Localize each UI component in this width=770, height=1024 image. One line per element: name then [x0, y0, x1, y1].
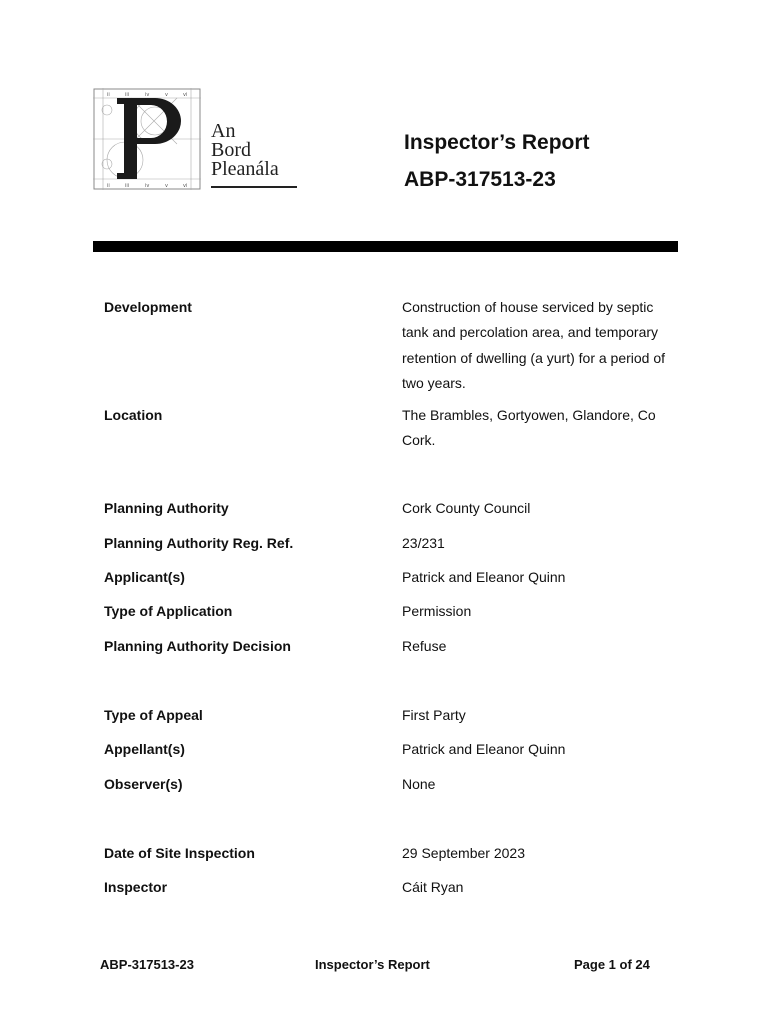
appeal-type-label: Type of Appeal: [104, 707, 203, 723]
footer-title: Inspector’s Report: [315, 957, 430, 972]
inspection-date-value: 29 September 2023: [402, 845, 525, 861]
footer-reference: ABP-317513-23: [100, 957, 194, 972]
svg-text:v: v: [165, 92, 168, 98]
appellants-label: Appellant(s): [104, 741, 185, 757]
appeal-type-value: First Party: [402, 707, 466, 723]
inspector-label: Inspector: [104, 879, 168, 895]
development-value: Construction of house serviced by septic tank and percolation area, and temporary retention of dwelling (a yurt) for a period of two years.: [402, 299, 666, 391]
logo-line-bord: Bord: [211, 139, 251, 161]
pa-reg-ref-value: 23/231: [402, 535, 445, 551]
location-value: The Brambles, Gortyowen, Glandore, Co Cork.: [402, 407, 656, 449]
svg-text:iii: iii: [125, 92, 130, 98]
development-label: Development: [104, 299, 192, 315]
report-reference: ABP-317513-23: [404, 168, 556, 191]
svg-text:ii: ii: [107, 183, 110, 189]
logo-underline: [211, 186, 297, 188]
report-title: Inspector’s Report: [404, 131, 590, 154]
applicants-value: Patrick and Eleanor Quinn: [402, 569, 566, 585]
planning-authority-label: Planning Authority: [104, 500, 229, 516]
logo-line-pleanala: Pleanála: [211, 158, 279, 180]
letter-p-emblem-icon: [93, 88, 201, 190]
application-type-label: Type of Application: [104, 603, 233, 619]
inspector-value: Cáit Ryan: [402, 879, 464, 895]
location-label: Location: [104, 407, 163, 423]
svg-text:iv: iv: [145, 92, 150, 98]
svg-text:iv: iv: [145, 183, 150, 189]
observers-label: Observer(s): [104, 776, 183, 792]
appellants-value: Patrick and Eleanor Quinn: [402, 741, 566, 757]
svg-text:ii: ii: [107, 92, 110, 98]
application-type-value: Permission: [402, 603, 472, 619]
pa-reg-ref-label: Planning Authority Reg. Ref.: [104, 535, 294, 551]
pa-decision-label: Planning Authority Decision: [104, 638, 291, 654]
planning-authority-value: Cork County Council: [402, 500, 531, 516]
inspection-date-label: Date of Site Inspection: [104, 845, 255, 861]
logo-wordmark: [211, 122, 279, 179]
svg-text:v: v: [165, 183, 168, 189]
pa-decision-value: Refuse: [402, 638, 447, 654]
observers-value: None: [402, 776, 436, 792]
svg-text:iii: iii: [125, 183, 130, 189]
logo-line-an: An: [211, 120, 236, 142]
header-divider: [93, 241, 678, 252]
svg-text:vi: vi: [183, 183, 188, 189]
an-bord-pleanala-logo: [93, 88, 303, 192]
page-number: Page 1 of 24: [574, 957, 650, 972]
svg-text:vi: vi: [183, 92, 188, 98]
applicants-label: Applicant(s): [104, 569, 185, 585]
